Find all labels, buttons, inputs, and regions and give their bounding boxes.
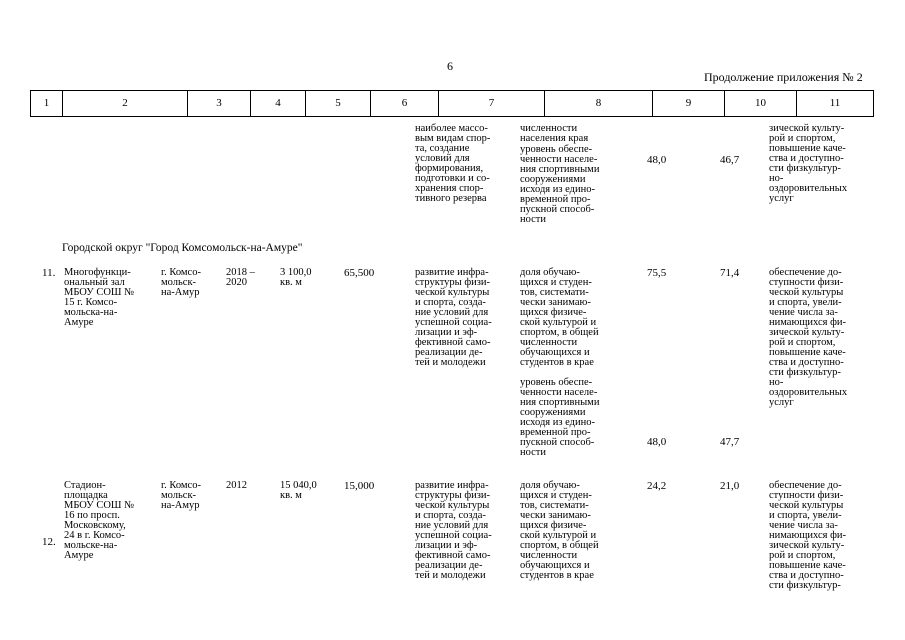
top-indicator-text-a: численности населения края bbox=[520, 123, 589, 144]
row12-number: 12. bbox=[42, 536, 56, 548]
header-col-2: 2 bbox=[63, 91, 188, 116]
row11-value-col10-b: 47,7 bbox=[720, 436, 740, 448]
top-goal-text: наиболее массо- вым видам спор- та, создание условий для формирования, подготовки и со- хранения спор- тивного резерва bbox=[415, 123, 491, 204]
top-value-col9: 48,0 bbox=[647, 154, 667, 166]
row12-result: обеспечение до- ступности физи- ческой культуры и спорта, увели- чение числа за- нимающихся фи- зической культу- рой и спортом, повышение каче- ства и доступно- сти физкультур- bbox=[769, 480, 847, 591]
row12-cost: 15,000 bbox=[344, 480, 375, 492]
row12-area: 15 040,0 кв. м bbox=[280, 480, 317, 501]
continuation-note: Продолжение приложения № 2 bbox=[704, 70, 863, 84]
row11-value-col9-b: 48,0 bbox=[647, 436, 667, 448]
row11-value-col10-a: 71,4 bbox=[720, 267, 740, 279]
row11-cost: 65,500 bbox=[344, 267, 375, 279]
row12-years: 2012 bbox=[226, 480, 247, 491]
top-result-text: зической культу- рой и спортом, повышение каче- ства и доступно- сти физкультур- но- оздоровительных услуг bbox=[769, 123, 848, 204]
row11-result: обеспечение до- ступности физи- ческой культуры и спорта, увели- чение числа за- нимающихся фи- зической культу- рой и спортом, повышение каче- ства и доступно- сти физкультур- но- оздоровительных услуг bbox=[769, 267, 848, 408]
section-title: Городской округ "Город Комсомольск-на-Амуре" bbox=[62, 242, 303, 254]
header-col-7: 7 bbox=[439, 91, 545, 116]
header-col-4: 4 bbox=[251, 91, 306, 116]
page-number: 6 bbox=[447, 59, 453, 73]
header-col-1: 1 bbox=[31, 91, 63, 116]
header-col-8: 8 bbox=[545, 91, 653, 116]
header-col-5: 5 bbox=[306, 91, 371, 116]
row12-value-col10: 21,0 bbox=[720, 480, 740, 492]
header-col-6: 6 bbox=[371, 91, 439, 116]
top-indicator-text-b: уровень обеспе- ченности населе- ния спортивными сооружениями исходя из едино- временной про- пускной способ- ности bbox=[520, 144, 600, 225]
row11-number: 11. bbox=[42, 267, 56, 279]
header-col-10: 10 bbox=[725, 91, 797, 116]
row11-location: г. Комсо- мольск- на-Амур bbox=[161, 267, 201, 298]
row12-indicator-1: доля обучаю- щихся и студен- тов, системати- чески занимаю- щихся физиче- ской культурой и спортом, в общей численности обучающихся и студентов в крае bbox=[520, 480, 599, 581]
table-header bbox=[30, 90, 874, 117]
top-value-col10: 46,7 bbox=[720, 154, 740, 166]
row12-goal: развитие инфра- структуры физи- ческой культуры и спорта, созда- ние условий для успешной социа- лизации и эф- фективной само- реализации де- тей и молодежи bbox=[415, 480, 492, 581]
header-col-9: 9 bbox=[653, 91, 725, 116]
row11-indicator-1: доля обучаю- щихся и студен- тов, системати- чески занимаю- щихся физиче- ской культурой и спортом, в общей численности обучающихся и студентов в крае bbox=[520, 267, 599, 368]
row11-area: 3 100,0 кв. м bbox=[280, 267, 312, 288]
row12-location: г. Комсо- мольск- на-Амур bbox=[161, 480, 201, 511]
header-col-11: 11 bbox=[829, 97, 841, 109]
row11-indicator-2: уровень обеспе- ченности населе- ния спортивными сооружениями исходя из едино- временной про- пускной способ- ности bbox=[520, 377, 600, 458]
row11-name: Многофункци- ональный зал МБОУ СОШ № 15 г. Комсо- мольска-на- Амуре bbox=[64, 267, 135, 328]
row11-goal: развитие инфра- структуры физи- ческой культуры и спорта, созда- ние условий для успешной социа- лизации и эф- фективной само- реализации де- тей и молодежи bbox=[415, 267, 492, 368]
row11-years: 2018 – 2020 bbox=[226, 267, 255, 288]
row12-value-col9: 24,2 bbox=[647, 480, 667, 492]
row11-value-col9-a: 75,5 bbox=[647, 267, 667, 279]
header-col-3: 3 bbox=[188, 91, 251, 116]
row12-name: Стадион- площадка МБОУ СОШ № 16 по просп. Московскому, 24 в г. Комсо- мольске-на- Амуре bbox=[64, 480, 135, 561]
